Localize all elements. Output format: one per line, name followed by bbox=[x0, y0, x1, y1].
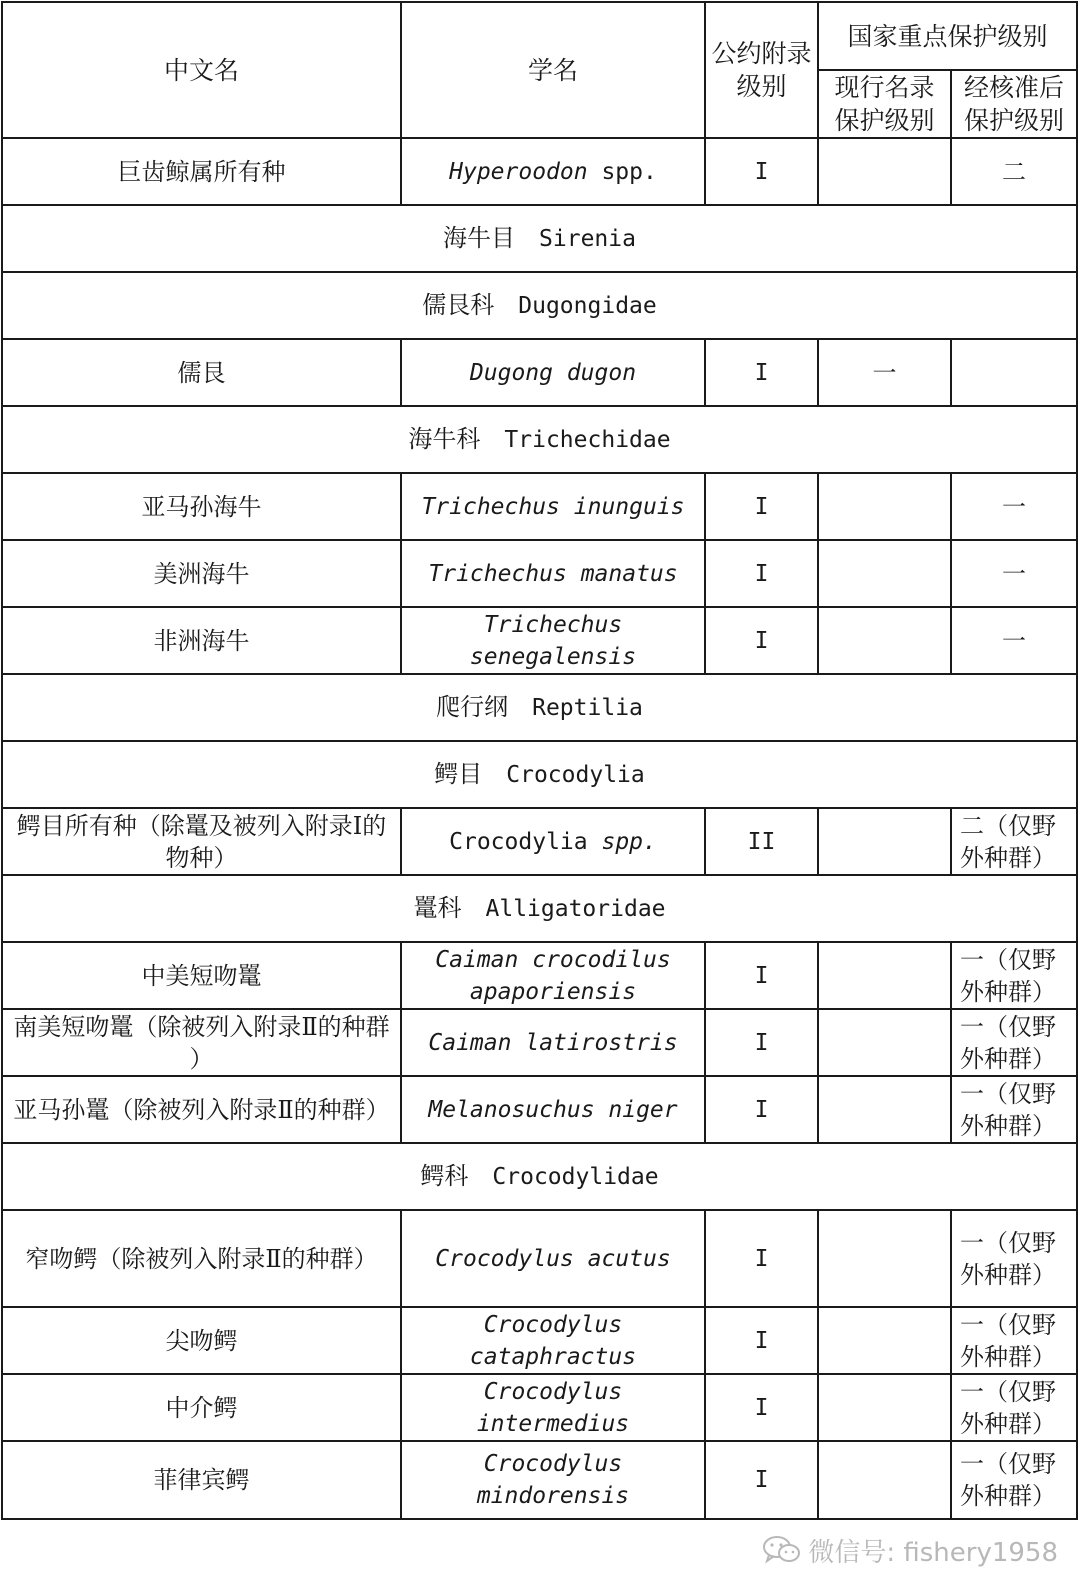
taxon-cell bbox=[2, 741, 1077, 808]
table-header bbox=[2, 2, 1077, 138]
taxon-row bbox=[2, 875, 1077, 942]
approved-level-cell: 一（仅野外种群） bbox=[951, 942, 1077, 1009]
taxon-row bbox=[2, 674, 1077, 741]
table-row bbox=[2, 339, 1077, 406]
appendix-level-cell: I bbox=[705, 1307, 818, 1374]
taxon-chinese-name: 海牛科 bbox=[408, 425, 481, 453]
current-level-cell bbox=[818, 1009, 951, 1076]
taxon-chinese-name: 鼍科 bbox=[413, 894, 462, 922]
scientific-name-plain: Crocodylia bbox=[449, 828, 602, 855]
scientific-name-italic: Trichechus manatus bbox=[428, 560, 678, 587]
current-level-cell: 一 bbox=[818, 339, 951, 406]
current-level-cell bbox=[818, 1374, 951, 1441]
taxon-latin-name: Crocodylidae bbox=[492, 1164, 659, 1190]
watermark-text: 微信号: fishery1958 bbox=[808, 1537, 1058, 1568]
chinese-name-cell: 窄吻鳄（除被列入附录Ⅱ的种群） bbox=[2, 1210, 401, 1307]
chinese-name-cell: 非洲海牛 bbox=[2, 607, 401, 674]
appendix-level-cell: I bbox=[705, 1210, 818, 1307]
appendix-level-cell: I bbox=[705, 1441, 818, 1519]
table-row bbox=[2, 1441, 1077, 1519]
scientific-name-italic: Trichechus senegalensis bbox=[469, 611, 637, 670]
header-approved-level: 经核准后保护级别 bbox=[951, 70, 1077, 138]
chinese-name-cell: 中美短吻鼍 bbox=[2, 942, 401, 1009]
approved-level-cell: 一（仅野外种群） bbox=[951, 1307, 1077, 1374]
scientific-name-suffix: spp. bbox=[587, 158, 657, 185]
taxon-row bbox=[2, 406, 1077, 473]
scientific-name-cell bbox=[401, 1441, 705, 1519]
approved-level-cell: 一（仅野外种群） bbox=[951, 1210, 1077, 1307]
approved-level-cell: 一 bbox=[951, 473, 1077, 540]
approved-level-cell: 一（仅野外种群） bbox=[951, 1374, 1077, 1441]
scientific-name-italic: Caiman crocodilus apaporiensis bbox=[435, 946, 671, 1005]
scientific-name-cell bbox=[401, 1210, 705, 1307]
table-row bbox=[2, 1374, 1077, 1441]
taxon-row bbox=[2, 205, 1077, 272]
approved-level-cell: 二（仅野外种群） bbox=[951, 808, 1077, 875]
taxon-row bbox=[2, 272, 1077, 339]
taxon-chinese-name: 儒艮科 bbox=[422, 291, 495, 319]
approved-level-cell: 一（仅野外种群） bbox=[951, 1076, 1077, 1143]
scientific-name-cell bbox=[401, 1374, 705, 1441]
current-level-cell bbox=[818, 808, 951, 875]
scientific-name-italic: Caiman latirostris bbox=[428, 1029, 678, 1056]
taxon-row bbox=[2, 1143, 1077, 1210]
current-level-cell bbox=[818, 1441, 951, 1519]
approved-level-cell: 一 bbox=[951, 607, 1077, 674]
table-row bbox=[2, 540, 1077, 607]
chinese-name-cell: 美洲海牛 bbox=[2, 540, 401, 607]
scientific-name-italic: spp. bbox=[601, 828, 657, 855]
header-chinese-name: 中文名 bbox=[2, 2, 401, 138]
table-row bbox=[2, 1076, 1077, 1143]
table-row bbox=[2, 138, 1077, 205]
scientific-name-italic: Melanosuchus niger bbox=[428, 1096, 678, 1123]
appendix-level-cell: I bbox=[705, 473, 818, 540]
chinese-name-cell: 南美短吻鼍（除被列入附录Ⅱ的种群 ） bbox=[2, 1009, 401, 1076]
species-protection-table bbox=[1, 1, 1078, 1520]
current-level-cell bbox=[818, 138, 951, 205]
taxon-cell bbox=[2, 674, 1077, 741]
taxon-cell bbox=[2, 875, 1077, 942]
current-level-cell bbox=[818, 1307, 951, 1374]
scientific-name-cell bbox=[401, 1076, 705, 1143]
taxon-chinese-name: 海牛目 bbox=[443, 224, 516, 252]
chinese-name-cell: 亚马孙海牛 bbox=[2, 473, 401, 540]
approved-level-cell: 二 bbox=[951, 138, 1077, 205]
header-national-level: 国家重点保护级别 bbox=[818, 2, 1077, 70]
appendix-level-cell: I bbox=[705, 1009, 818, 1076]
chinese-name-cell: 尖吻鳄 bbox=[2, 1307, 401, 1374]
taxon-latin-name: Trichechidae bbox=[504, 427, 671, 453]
taxon-cell bbox=[2, 205, 1077, 272]
scientific-name-italic: Crocodylus cataphractus bbox=[469, 1311, 637, 1370]
wechat-icon bbox=[762, 1535, 802, 1565]
header-current-level: 现行名录保护级别 bbox=[818, 70, 951, 138]
appendix-level-cell: I bbox=[705, 942, 818, 1009]
appendix-level-cell: I bbox=[705, 540, 818, 607]
scientific-name-italic: Trichechus inunguis bbox=[421, 493, 685, 520]
chinese-name-cell: 儒艮 bbox=[2, 339, 401, 406]
chinese-name-cell: 中介鳄 bbox=[2, 1374, 401, 1441]
taxon-cell bbox=[2, 1143, 1077, 1210]
scientific-name-italic: Crocodylus intermedius bbox=[476, 1378, 630, 1437]
taxon-chinese-name: 鳄目 bbox=[434, 760, 483, 788]
scientific-name-cell bbox=[401, 473, 705, 540]
current-level-cell bbox=[818, 1210, 951, 1307]
current-level-cell bbox=[818, 942, 951, 1009]
taxon-latin-name: Alligatoridae bbox=[485, 896, 666, 922]
approved-level-cell bbox=[951, 339, 1077, 406]
taxon-cell bbox=[2, 272, 1077, 339]
table-row bbox=[2, 473, 1077, 540]
appendix-level-cell: II bbox=[705, 808, 818, 875]
taxon-row bbox=[2, 741, 1077, 808]
watermark bbox=[762, 1532, 1058, 1568]
appendix-level-cell: I bbox=[705, 1076, 818, 1143]
current-level-cell bbox=[818, 607, 951, 674]
scientific-name-cell bbox=[401, 1009, 705, 1076]
chinese-name-cell: 菲律宾鳄 bbox=[2, 1441, 401, 1519]
chinese-name-cell: 鳄目所有种（除鼍及被列入附录Ⅰ的物种） bbox=[2, 808, 401, 875]
header-appendix-level: 公约附录级别 bbox=[705, 2, 818, 138]
scientific-name-cell bbox=[401, 942, 705, 1009]
table-row bbox=[2, 607, 1077, 674]
current-level-cell bbox=[818, 1076, 951, 1143]
scientific-name-cell bbox=[401, 808, 705, 875]
current-level-cell bbox=[818, 540, 951, 607]
approved-level-cell: 一（仅野外种群） bbox=[951, 1009, 1077, 1076]
chinese-name-cell: 巨齿鲸属所有种 bbox=[2, 138, 401, 205]
taxon-latin-name: Dugongidae bbox=[518, 293, 657, 319]
scientific-name-italic: Dugong dugon bbox=[469, 359, 637, 386]
scientific-name-cell bbox=[401, 339, 705, 406]
table-row bbox=[2, 1009, 1077, 1076]
approved-level-cell: 一 bbox=[951, 540, 1077, 607]
taxon-cell bbox=[2, 406, 1077, 473]
scientific-name-cell bbox=[401, 540, 705, 607]
appendix-level-cell: I bbox=[705, 138, 818, 205]
header-scientific-name: 学名 bbox=[401, 2, 705, 138]
table-row bbox=[2, 1210, 1077, 1307]
taxon-latin-name: Crocodylia bbox=[506, 762, 645, 788]
appendix-level-cell: I bbox=[705, 1374, 818, 1441]
taxon-chinese-name: 鳄科 bbox=[420, 1162, 469, 1190]
taxon-latin-name: Reptilia bbox=[532, 695, 643, 721]
table-body bbox=[2, 138, 1077, 1519]
table-row bbox=[2, 1307, 1077, 1374]
scientific-name-italic: Crocodylus mindorensis bbox=[476, 1451, 630, 1509]
chinese-name-cell: 亚马孙鼍（除被列入附录Ⅱ的种群） bbox=[2, 1076, 401, 1143]
taxon-latin-name: Sirenia bbox=[539, 226, 636, 252]
scientific-name-cell bbox=[401, 138, 705, 205]
scientific-name-cell bbox=[401, 607, 705, 674]
current-level-cell bbox=[818, 473, 951, 540]
appendix-level-cell: I bbox=[705, 339, 818, 406]
taxon-chinese-name: 爬行纲 bbox=[436, 693, 509, 721]
table-row bbox=[2, 942, 1077, 1009]
scientific-name-cell bbox=[401, 1307, 705, 1374]
scientific-name-italic: Crocodylus acutus bbox=[435, 1245, 671, 1272]
scientific-name-italic: Hyperoodon bbox=[449, 158, 588, 185]
appendix-level-cell: I bbox=[705, 607, 818, 674]
table-row bbox=[2, 808, 1077, 875]
approved-level-cell: 一（仅野外种群） bbox=[951, 1441, 1077, 1519]
